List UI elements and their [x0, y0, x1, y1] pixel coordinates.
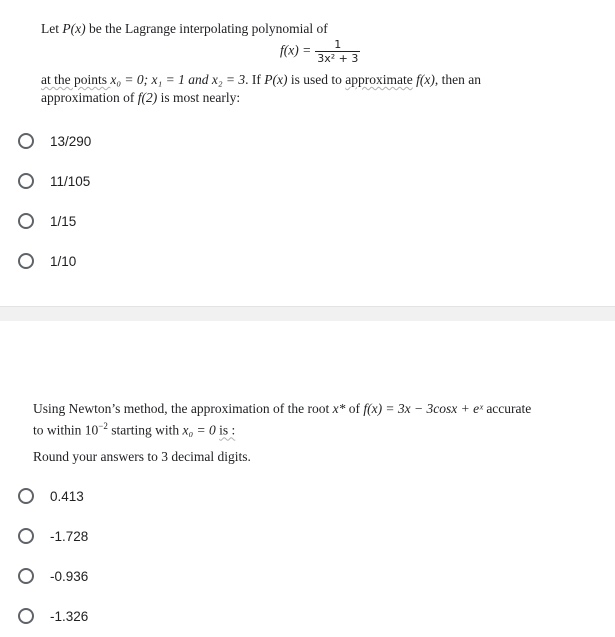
q1-option-4[interactable] [18, 253, 76, 269]
radio-button[interactable] [18, 253, 34, 269]
q1-text-if: . If [245, 72, 265, 87]
section-divider [0, 306, 615, 321]
q2-text-line-1 [33, 401, 531, 417]
question-1-card [0, 0, 615, 306]
q1-fraction-denominator: 3x² + 3 [317, 52, 359, 65]
q2-option-2-label: -1.728 [50, 528, 89, 544]
q2-text-accurate: accurate [482, 401, 532, 416]
q1-px-math: P(x) [62, 21, 86, 36]
radio-button[interactable] [18, 133, 34, 149]
q2-option-1-label: 0.413 [50, 488, 84, 504]
q1-option-2-label: 11/105 [50, 173, 91, 189]
q1-fx-label: f(x) = [280, 42, 312, 58]
q2-option-3-label: -0.936 [50, 568, 89, 584]
q2-text-starting: starting with [107, 422, 183, 438]
q2-option-3[interactable] [18, 568, 88, 584]
q2-round-instruction: Round your answers to 3 decimal digits. [33, 449, 251, 464]
q1-option-1-label: 13/290 [50, 133, 92, 149]
q1-fraction-numerator: 1 [315, 38, 360, 52]
q1-text-used: is used to [287, 72, 346, 87]
q1-text-line-4 [41, 90, 240, 106]
q1-text-points-intro: at the points [41, 72, 111, 87]
q2-exponent: −2 [98, 421, 108, 431]
radio-button[interactable] [18, 488, 34, 504]
q2-option-2[interactable] [18, 528, 88, 544]
q1-px-math-2: P(x) [264, 72, 288, 87]
q1-option-1[interactable] [18, 133, 91, 149]
q1-text-line-3 [41, 72, 481, 88]
q1-text-suffix: be the Lagrange interpolating polynomial of [85, 21, 328, 36]
q2-option-1[interactable] [18, 488, 84, 504]
q1-function-definition [280, 38, 360, 65]
q2-function-math: f(x) = 3x − 3cosx + eˣ [363, 401, 483, 416]
q2-text-intro: Using Newton’s method, the approximation of the root [33, 401, 333, 416]
q1-option-2[interactable] [18, 173, 90, 189]
q1-text-approximation-of: approximation of [41, 90, 138, 105]
q2-text-within: to within 10 [33, 422, 99, 438]
q2-option-4[interactable] [18, 608, 88, 624]
radio-button[interactable] [18, 213, 34, 229]
q1-fx-math: f(x) [412, 72, 435, 87]
q2-x0-math: x₀ = 0 [182, 422, 216, 438]
q1-text-approximate: approximate [345, 72, 413, 87]
q2-root-math: x* [332, 401, 346, 416]
q1-text-then: , then an [434, 72, 481, 87]
q1-option-3-label: 1/15 [50, 213, 77, 229]
q1-option-4-label: 1/10 [50, 253, 77, 269]
q2-text-is: is : [219, 422, 236, 438]
q2-option-4-label: -1.326 [50, 608, 89, 624]
q2-text-of: of [345, 401, 364, 416]
q1-fraction [315, 38, 360, 65]
q1-option-3[interactable] [18, 213, 76, 229]
radio-button[interactable] [18, 608, 34, 624]
q1-points-math: x₀ = 0; x₁ = 1 and x₂ = 3 [110, 72, 246, 87]
radio-button[interactable] [18, 173, 34, 189]
radio-button[interactable] [18, 528, 34, 544]
q2-text-line-2 [33, 418, 235, 439]
radio-button[interactable] [18, 568, 34, 584]
q1-text-prefix: Let [41, 21, 63, 36]
question-2-card [0, 321, 615, 637]
q1-text-line-1 [41, 21, 328, 37]
q1-text-most-nearly: is most nearly: [157, 90, 241, 105]
q1-f2-math: f(2) [137, 90, 158, 105]
